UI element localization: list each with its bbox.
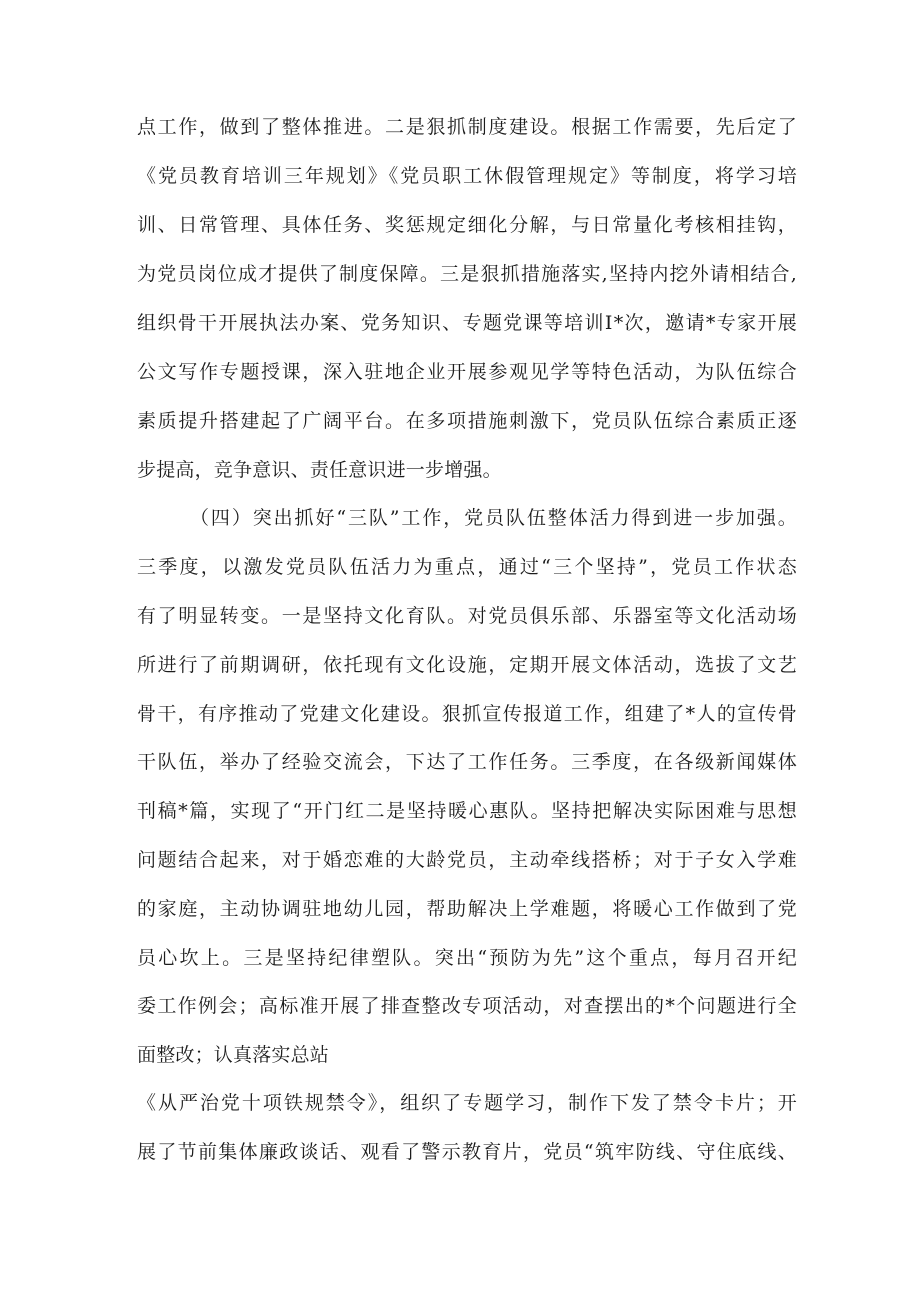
text-line: 组织骨干开展执法办案、党务知识、专题党课等培训Ⅰ*次，邀请*专家开展 xyxy=(137,312,797,334)
text-line: 骨干，有序推动了党建文化建设。狠抓宣传报道工作，组建了*人的宣传骨 xyxy=(137,703,797,725)
text-line: 员心坎上。三是坚持纪律塑队。突出“预防为先”这个重点，每月召开纪 xyxy=(137,947,797,969)
text-line: 干队伍，举办了经验交流会，下达了工作任务。三季度，在各级新闻媒体 xyxy=(137,751,797,773)
section-heading-line: （四）突出抓好“三队”工作，党员队伍整体活力得到进一步加强。 xyxy=(190,507,797,529)
text-line: 展了节前集体廉政谈话、观看了警示教育片，党员“筑牢防线、守住底线、 xyxy=(137,1141,797,1163)
text-line: 有了明显转变。一是坚持文化育队。对党员俱乐部、乐器室等文化活动场 xyxy=(137,605,797,627)
text-line: 训、日常管理、具体任务、奖惩规定细化分解，与日常量化考核相挂钩， xyxy=(137,214,797,236)
text-line: 面整改；认真落实总站 xyxy=(137,1044,330,1066)
text-line: 《从严治党十项铁规禁令》，组织了专题学习，制作下发了禁令卡片；开 xyxy=(137,1092,797,1114)
text-line: 所进行了前期调研，依托现有文化设施，定期开展文体活动，选拔了文艺 xyxy=(137,654,797,676)
text-line: 公文写作专题授课，深入驻地企业开展参观见学等特色活动，为队伍综合 xyxy=(137,361,797,383)
text-line: 问题结合起来，对于婚恋难的大龄党员，主动牵线搭桥；对于子女入学难 xyxy=(137,849,797,871)
text-line: 为党员岗位成才提供了制度保障。三是狠抓措施落实,坚持内挖外请相结合, xyxy=(137,263,797,285)
text-line: 三季度，以激发党员队伍活力为重点，通过“三个坚持”，党员工作状态 xyxy=(137,556,797,578)
text-line: 刊稿*篇，实现了“开门红二是坚持暖心惠队。坚持把解决实际困难与思想 xyxy=(137,800,797,822)
paragraph-end-line: 步提高，竞争意识、责任意识进一步增强。 xyxy=(137,459,502,481)
text-line: 《党员教育培训三年规划》《党员职工休假管理规定》等制度，将学习培 xyxy=(137,165,797,187)
text-line: 的家庭，主动协调驻地幼儿园，帮助解决上学难题，将暖心工作做到了党 xyxy=(137,898,797,920)
text-line: 素质提升搭建起了广阔平台。在多项措施刺激下，党员队伍综合素质正逐 xyxy=(137,410,797,432)
text-line: 委工作例会；高标准开展了排查整改专项活动，对查摆出的*个问题进行全 xyxy=(137,995,797,1017)
text-line: 点工作，做到了整体推进。二是狠抓制度建设。根据工作需要，先后定了 xyxy=(137,116,797,138)
